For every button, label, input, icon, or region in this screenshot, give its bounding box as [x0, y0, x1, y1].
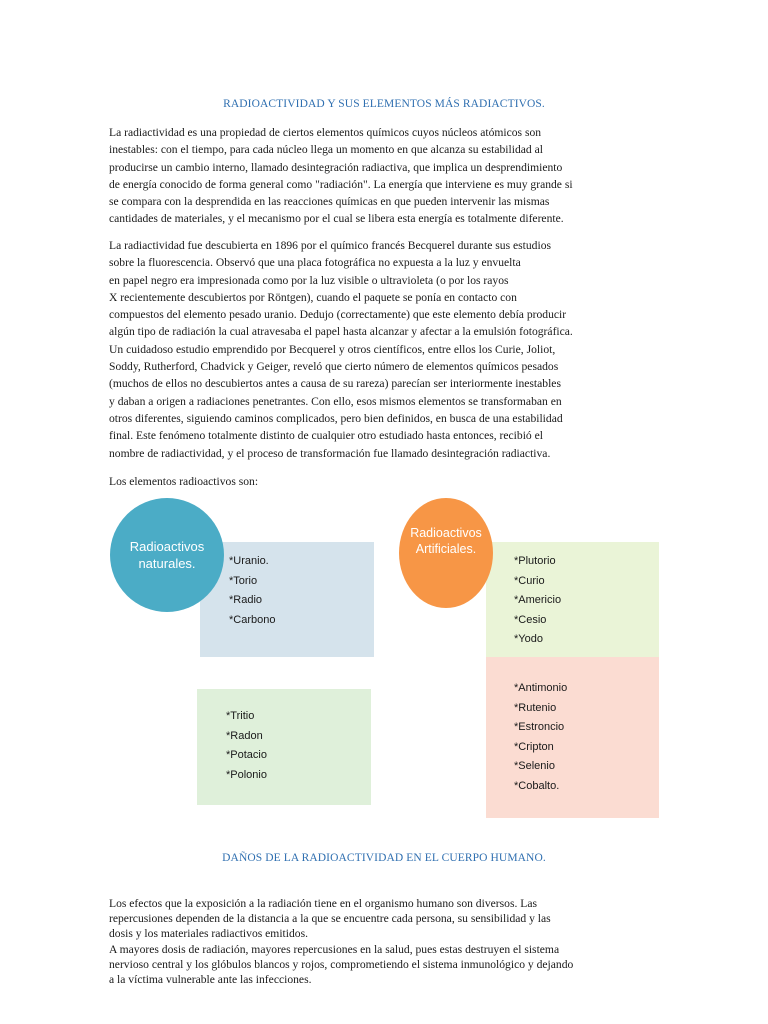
element-item: *Uranio.: [229, 555, 269, 567]
element-item: *Potacio: [226, 749, 267, 761]
text-line: A mayores dosis de radiación, mayores repercusiones en la salud, pues estas destruyen el sistema: [109, 942, 560, 956]
element-item: *Polonio: [226, 768, 267, 781]
text-line: nervioso central y los glóbulos blancos y rojos, comprometiendo el sistema inmunológico y dejando: [109, 957, 574, 971]
text-line: y daban a origen a radiaciones penetrantes. Con ello, esos mismos elementos se transformaban en: [109, 394, 562, 408]
natural-radioactive-circle: [110, 498, 224, 612]
natural-circle-title-line: naturales.: [138, 556, 196, 571]
text-line: La radiactividad es una propiedad de ciertos elementos químicos cuyos núcleos atómicos son: [109, 126, 542, 139]
artificial-radioactive-circle: [399, 498, 493, 608]
text-line: repercusiones dependen de la distancia a la que se encuentre cada persona, su sensibilidad y las: [109, 912, 551, 926]
text-line: Los elementos radioactivos son:: [109, 475, 259, 488]
paragraph-history: [109, 237, 669, 462]
text-line: otros diferentes, siguiendo caminos complicados, pero bien definidos, en busca de una estabilidad: [109, 411, 563, 425]
text-line: final. Este fenómeno totalmente distinto de cualquier otro estudiado hasta entonces, recibió el: [109, 429, 543, 443]
element-item: *Cesio: [514, 613, 547, 626]
element-item: *Cobalto.: [514, 779, 560, 792]
text-line: X recientemente descubiertos por Röntgen), cuando el paquete se ponía en contacto con: [109, 290, 517, 304]
text-line: cantidades de materiales, y el mecanismo por el cual se libera esta energía es totalmente diferente.: [109, 212, 564, 226]
text-line: a la víctima vulnerable ante las infecciones.: [109, 973, 312, 987]
section-title-danos: DAÑOS DE LA RADIOACTIVIDAD EN EL CUERPO HUMANO.: [222, 852, 546, 864]
element-item: *Americio: [514, 594, 562, 607]
element-item: *Carbono: [229, 613, 276, 626]
artificial-elements-box-2: [486, 657, 659, 818]
element-item: *Curio: [514, 574, 545, 587]
natural-elements-box-2: [197, 689, 371, 805]
text-line: Los efectos que la exposición a la radiación tiene en el organismo humano son diversos. Las: [109, 897, 537, 910]
element-item: *Torio: [229, 574, 258, 587]
element-item: *Cripton: [514, 740, 554, 753]
natural-circle-title-line: Radioactivos: [129, 539, 205, 554]
element-item: *Rutenio: [514, 701, 557, 714]
element-item: *Radon: [226, 729, 263, 742]
text-line: de energía conocido de forma general como "radiación". La energía que interviene es muy grande si: [109, 177, 573, 191]
text-line: La radiactividad fue descubierta en 1896 por el químico francés Becquerel durante sus estudios: [109, 239, 552, 252]
paragraph-effects: [109, 896, 669, 987]
artificial-elements-box-1: [486, 542, 659, 657]
text-line: Un cuidadoso estudio emprendido por Becquerel y otros científicos, entre ellos los Curie, Joliot,: [109, 342, 556, 356]
text-line: compuestos del elemento pesado uranio. Dedujo (correctamente) que este elemento debía producir: [109, 308, 567, 322]
element-item: *Radio: [229, 594, 263, 606]
element-item: *Yodo: [514, 633, 543, 646]
text-line: producirse un cambio interno, llamado desintegración radiactiva, que implica un desprendimiento: [109, 160, 563, 174]
text-line: Soddy, Rutherford, Chadvick y Geiger, reveló que cierto número de elementos químicos pesados: [109, 360, 559, 374]
text-line: inestables: con el tiempo, para cada núcleo llega un momento en que alcanza su estabilidad al: [109, 143, 543, 157]
text-line: sobre la fluorescencia. Observó que una placa fotográfica no expuesta a la luz y envuelta: [109, 256, 521, 270]
element-item: *Antimonio: [514, 682, 568, 694]
text-line: (muchos de ellos no descubiertos antes a causa de su rareza) parecían ser interiormente inestables: [109, 377, 561, 391]
natural-elements-box-1: [200, 542, 374, 657]
text-line: se compara con la desprendida en las reacciones químicas en que pueden intervenir las mismas: [109, 195, 550, 209]
element-item: *Tritio: [226, 710, 255, 722]
section-title-radioactividad: RADIOACTIVIDAD Y SUS ELEMENTOS MÁS RADIACTIVOS.: [223, 98, 545, 110]
text-line: en papel negro era impresionada como por la luz visible o ultravioleta (o por los rayos: [109, 273, 509, 287]
text-line: nombre de radiactividad, y el proceso de transformación fue llamado desintegración radiactiva.: [109, 446, 551, 460]
text-line: dosis y los materiales radiactivos emitidos.: [109, 927, 308, 941]
element-item: *Estroncio: [514, 721, 565, 734]
paragraph-definition: [109, 124, 669, 228]
text-line: algún tipo de radiación la cual atravesaba el papel hasta alcanzar y afectar a la emulsión fotográfica.: [109, 325, 573, 339]
element-item: *Plutorio: [514, 555, 556, 567]
artificial-circle-title-line: Artificiales.: [415, 542, 477, 556]
artificial-circle-title-line: Radioactivos: [410, 526, 482, 540]
element-item: *Selenio: [514, 760, 555, 773]
elements-intro: [109, 473, 669, 490]
